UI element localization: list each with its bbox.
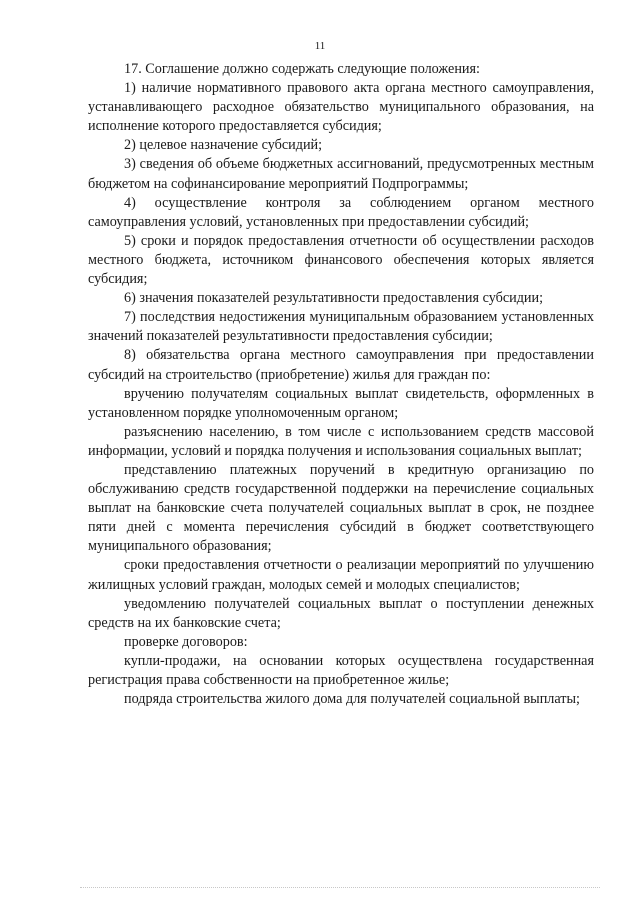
paragraph-obligation-payment-orders: представлению платежных поручений в кредитную организацию по обслуживанию средств государственной поддержки на перечисление социальных выплат на банковские счета получателей социальных выплат в срок, не позднее пяти дней с момента перечисления субсидий в бюджет соответствующего муниципального образования; xyxy=(88,461,594,555)
paragraph-obligation-explanation: разъяснению населению, в том числе с использованием средств массовой информации, условий и порядка получения и использования социальных выплат; xyxy=(88,423,594,459)
paragraph-obligation-reporting: сроки предоставления отчетности о реализации мероприятий по улучшению жилищных условий граждан, молодых семей и молодых специалистов; xyxy=(88,557,594,593)
paragraph-obligation-contract-check: проверке договоров: xyxy=(124,633,248,650)
paragraph-subitem-6: 6) значения показателей результативности предоставления субсидии; xyxy=(124,290,544,307)
paragraph-subitem-3: 3) сведения об объеме бюджетных ассигнований, предусмотренных местным бюджетом на софинансирование мероприятий Подпрограммы; xyxy=(88,156,594,192)
paragraph-obligation-certificates: вручению получателям социальных выплат свидетельств, оформленных в установленном порядке уполномоченным органом; xyxy=(88,385,594,421)
paragraph-subitem-8: 8) обязательства органа местного самоуправления при предоставлении субсидий на строительство (приобретение) жилья для граждан по: xyxy=(88,347,594,383)
paragraph-subitem-1: 1) наличие нормативного правового акта органа местного самоуправления, устанавливающего расходное обязательство муниципального образования, на исполнение которого предоставляется субсидия; xyxy=(88,80,594,135)
paragraph-obligation-notification: уведомлению получателей социальных выплат о поступлении денежных средств на их банковские счета; xyxy=(88,595,594,631)
paragraph-subitem-7: 7) последствия недостижения муниципальным образованием установленных значений показателей результативности предоставления субсидии; xyxy=(88,309,594,345)
paragraph-item-17: 17. Соглашение должно содержать следующие положения: xyxy=(124,61,480,77)
scan-edge-line xyxy=(80,887,600,888)
document-body xyxy=(88,60,594,709)
page-number: 11 xyxy=(314,40,326,52)
paragraph-subitem-4: 4) осуществление контроля за соблюдением органом местного самоуправления условий, установленных при предоставлении субсидий; xyxy=(88,194,594,230)
paragraph-construction-contracts: подряда строительства жилого дома для получателей социальной выплаты; xyxy=(124,691,580,708)
paragraph-subitem-2: 2) целевое назначение субсидий; xyxy=(124,137,323,154)
paragraph-subitem-5: 5) сроки и порядок предоставления отчетности об осуществлении расходов местного бюджета, источником финансового обеспечения которых является субсидия; xyxy=(88,232,594,288)
paragraph-purchase-contracts: купли-продажи, на основании которых осуществлена государственная регистрация права собственности на приобретенное жилье; xyxy=(88,652,594,688)
